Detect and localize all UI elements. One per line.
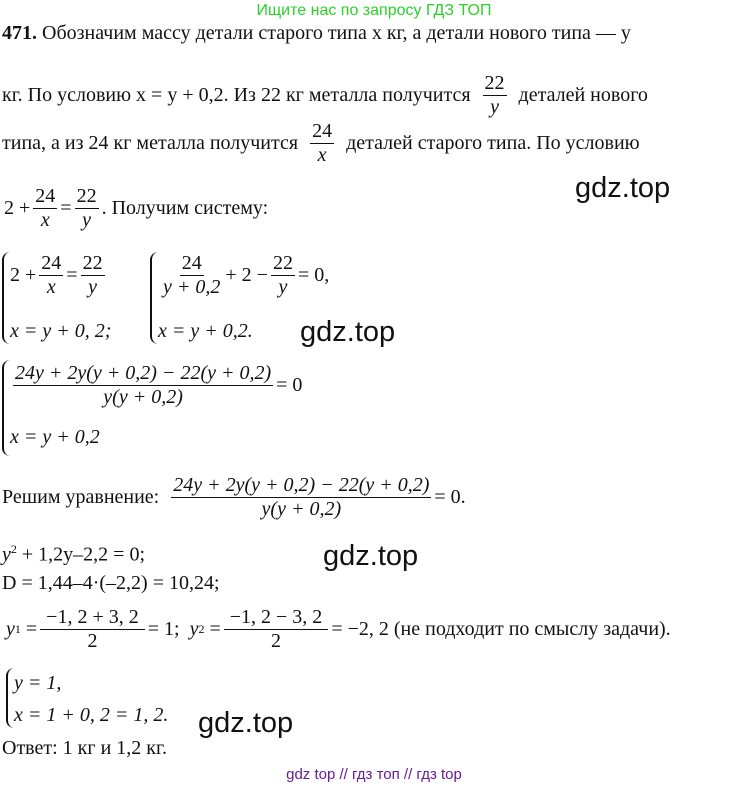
text-line-4 (4, 185, 268, 232)
problem-number: 471. (2, 22, 37, 44)
denominator: x (46, 276, 56, 298)
rest: + 1,2y–2,2 = 0; (21, 543, 146, 566)
text-line-1 (2, 22, 631, 45)
sub: 2 (198, 622, 205, 636)
numerator: 22 (272, 252, 293, 274)
system1-right-row2: x = y + 0,2. (158, 320, 253, 342)
system3-row2: x = 1 + 0, 2 = 1, 2. (14, 704, 169, 726)
r1: = 1; (147, 618, 180, 640)
numerator: −1, 2 + 3, 2 (40, 606, 145, 630)
system3-row1: y = 1, (14, 672, 62, 694)
numerator: 24y + 2y(y + 0,2) − 22(y + 0,2) (15, 362, 272, 384)
fraction (171, 474, 431, 521)
fraction (483, 72, 507, 119)
equals: = (25, 618, 38, 640)
system1-left-row1 (10, 252, 108, 299)
lead: 2 + (10, 264, 37, 286)
numerator: 24 (181, 252, 202, 274)
text-line-2 (2, 72, 648, 119)
numerator: 24 (312, 120, 333, 142)
fraction (33, 185, 57, 232)
watermark: gdz.top (323, 540, 419, 572)
base: y (2, 543, 11, 566)
answer: Ответ: 1 кг и 1,2 кг. (2, 737, 167, 759)
denominator: y + 0,2 (163, 276, 221, 298)
line3-after: деталей старого типа. По условию (346, 132, 640, 154)
system2-row2: x = y + 0,2 (10, 426, 100, 448)
numerator: 24 (41, 252, 62, 274)
brace (2, 360, 10, 456)
roots-line (6, 606, 671, 653)
numerator: 22 (82, 252, 103, 274)
denominator: y (82, 209, 91, 231)
line2-after: деталей нового (518, 84, 648, 106)
denominator: y (278, 276, 288, 298)
sub: 1 (14, 622, 21, 636)
fraction (75, 185, 99, 232)
system1-left-row2: x = y + 0, 2; (10, 320, 112, 342)
fraction (39, 252, 63, 299)
denominator: y (490, 96, 499, 118)
r2: = −2, 2 (не подходит по смыслу задачи). (331, 618, 671, 640)
line3-text: типа, а из 24 кг металла получится (2, 132, 299, 154)
line1-text: Обозначим массу детали старого типа x кг, а детали нового типа — y (42, 22, 631, 44)
numerator: 24 (35, 185, 56, 207)
fraction (81, 252, 105, 299)
numerator: 22 (76, 185, 97, 207)
tail: = 0. (434, 486, 466, 508)
numerator: 24y + 2y(y + 0,2) − 22(y + 0,2) (173, 474, 430, 496)
y2: y (189, 618, 199, 640)
watermark: gdz.top (198, 707, 294, 739)
watermark-top: Ищите нас по запросу ГДЗ ТОП (256, 2, 492, 19)
fraction (13, 362, 273, 409)
system1-right-row1 (158, 252, 329, 299)
system2-row1 (10, 362, 302, 409)
text-line-3 (2, 120, 640, 167)
exponent: 2 (10, 542, 17, 556)
brace (6, 668, 14, 728)
denominator: y(y + 0,2) (103, 386, 183, 408)
denominator: x (40, 209, 50, 231)
numerator: 22 (484, 72, 505, 94)
denominator: x (317, 144, 327, 166)
denominator: 2 (87, 630, 98, 652)
equals: = (60, 197, 72, 219)
denominator: y(y + 0,2) (261, 498, 342, 520)
denominator: y (88, 276, 97, 298)
fraction (161, 252, 222, 299)
fraction (271, 252, 295, 299)
discriminant-line: D = 1,44–4·(–2,2) = 10,24; (2, 572, 220, 594)
quadratic-line (2, 542, 145, 567)
solve-line (2, 474, 466, 521)
footer-watermark: gdz top // гдз топ // гдз top (286, 766, 462, 783)
numerator: −1, 2 − 3, 2 (224, 606, 329, 630)
label: Решим уравнение: (2, 486, 160, 508)
fraction (224, 606, 329, 653)
watermark: gdz.top (575, 172, 671, 204)
fraction (40, 606, 145, 653)
tail: = 0 (276, 374, 303, 396)
line2-text: кг. По условию x = y + 0,2. Из 22 кг металла получится (2, 84, 471, 106)
brace (2, 252, 10, 344)
equals: = (66, 264, 78, 286)
y1: y (6, 618, 15, 640)
after: . Получим систему: (101, 197, 269, 219)
mid: + 2 − (225, 264, 268, 286)
equals: = (209, 618, 221, 640)
lead: 2 + (4, 197, 31, 219)
fraction (310, 120, 334, 167)
denominator: 2 (271, 630, 282, 652)
brace (150, 252, 158, 344)
watermark: gdz.top (300, 316, 396, 348)
tail: = 0, (297, 264, 330, 286)
